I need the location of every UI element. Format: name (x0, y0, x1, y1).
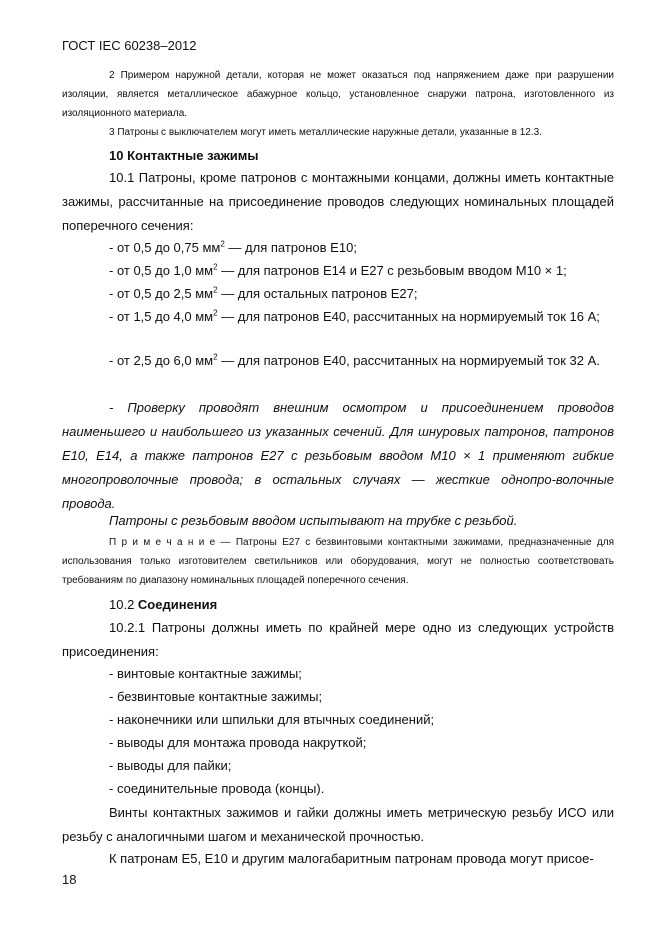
device-item-5: - выводы для пайки; (109, 758, 232, 773)
cross-section-item-3: - от 0,5 до 2,5 $мм^2$ — для остальных патронов Е27; (109, 285, 418, 301)
clause-10-1: 10.1 Патроны, кроме патронов с монтажными концами, должны иметь контактные зажимы, рассчитанные на присоединение проводов следующих номинальных площадей поперечного сечения: (62, 170, 614, 233)
document-header: ГОСТ IEC 60238–2012 (62, 38, 197, 53)
device-item-6: - соединительные провода (концы). (109, 781, 325, 796)
screw-thread-paragraph: Винты контактных зажимов и гайки должны иметь метрическую резьбу ИСО или резьбу с аналогичными шагом и механической прочностью. (62, 805, 614, 844)
device-item-4: - выводы для монтажа провода накруткой; (109, 735, 367, 750)
cross-section-item-4: - от 1,5 до 4,0 $мм^2$ — для патронов Е40, рассчитанных на нормируемый ток 16 А; (109, 308, 600, 324)
note-3: 3 Патроны с выключателем могут иметь металлические наружные детали, указанные в 12.3. (109, 127, 542, 138)
device-item-2: - безвинтовые контактные зажимы; (109, 689, 323, 704)
section-10-2-title: 10.2 Соединения (109, 597, 218, 612)
note-e27: П р и м е ч а н и е — Патроны Е27 с безвинтовыми контактными зажимами, предназначенные для использования только изготовителем светильников или оборудования, могут не полностью соответствовать требованиям по диапазону номинальных площадей поперечного сечения. (62, 537, 615, 586)
test-method-text: - Проверку проводят внешним осмотром и присоединением проводов наименьшего и наибольшего из указанных сечений. Для шнуровых патронов, патронов Е10, Е14, а также патронов Е27 с резьбовым вводом М10 × 1 применяют гибкие многопроволочные провода; в остальных случаях — жесткие однопро-волочные провода. (62, 400, 614, 511)
device-item-3: - наконечники или шпильки для втычных соединений; (109, 712, 435, 727)
cross-section-item-1: - от 0,5 до 0,75 $мм^2$ — для патронов Е10; (109, 239, 357, 255)
page-number: 18 (62, 872, 77, 887)
note-2: 2 Примером наружной детали, которая не может оказаться под напряжением даже при разрушении изоляции, является металлическое абажурное кольцо, установленное снаружи патрона, изготовленного из изоляционного материала. (62, 70, 614, 119)
cross-section-item-2: - от 0,5 до 1,0 $мм^2$ — для патронов Е14 и Е27 с резьбовым вводом М10 × 1; (109, 262, 567, 278)
clause-10-2-1: 10.2.1 Патроны должны иметь по крайней мере одно из следующих устройств присоединения: (62, 620, 614, 659)
small-holders-paragraph: К патронам Е5, Е10 и другим малогабаритным патронам провода могут присое- (109, 851, 594, 866)
section-10-title: 10 Контактные зажимы (109, 148, 259, 163)
device-item-1: - винтовые контактные зажимы; (109, 666, 302, 681)
note-label: П р и м е ч а н и е (109, 537, 216, 548)
test-threaded-entry: Патроны с резьбовым вводом испытывают на трубке с резьбой. (109, 513, 518, 528)
cross-section-item-5: - от 2,5 до 6,0 $мм^2$ — для патронов Е40, рассчитанных на нормируемый ток 32 А. (109, 352, 600, 368)
